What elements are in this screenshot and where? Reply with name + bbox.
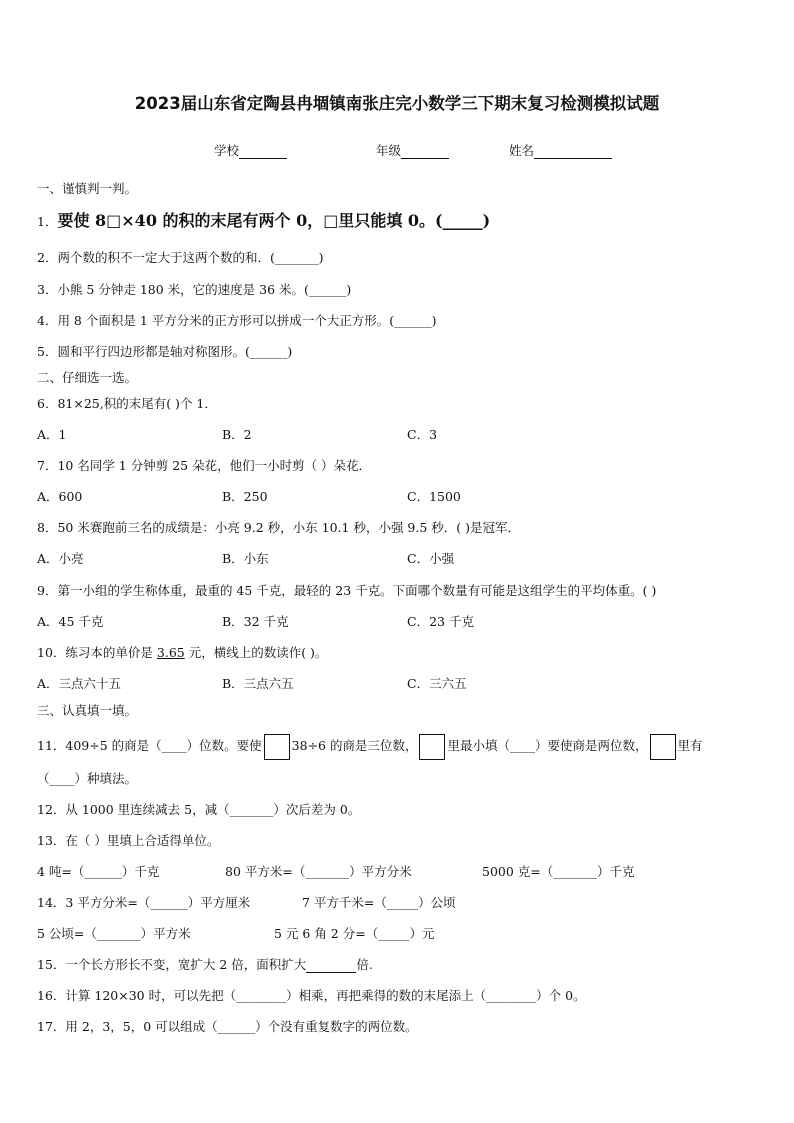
question-4: 4．用 8 个面积是 1 平方分米的正方形可以拼成一个大正方形。(______): [37, 313, 437, 328]
option-b: B．2: [222, 427, 252, 442]
question-13-part-a: 4 吨=（______）千克: [37, 864, 160, 879]
option-c: C．1500: [407, 489, 461, 504]
question-10: 10．练习本的单价是 3.65 元，横线上的数读作( )。: [37, 645, 328, 660]
grade-field: 年级: [376, 141, 449, 159]
option-b: B．250: [222, 489, 268, 504]
option-c: C．三六五: [407, 676, 467, 691]
question-1: 1．要使 8□×40 的积的末尾有两个 0，□里只能填 0。(_____): [37, 211, 491, 230]
question-3: 3．小熊 5 分钟走 180 米，它的速度是 36 米。(______): [37, 282, 352, 297]
answer-box[interactable]: [419, 734, 445, 760]
question-13-part-b: 80 平方米=（_______）平方分米: [225, 864, 412, 879]
question-13-part-c: 5000 克=（_______）千克: [482, 864, 635, 879]
option-a: A．600: [37, 489, 83, 504]
question-14-part-c: 5 公顷=（_______）平方米: [37, 926, 191, 941]
name-field: 姓名: [509, 141, 612, 159]
question-11: 11．409÷5 的商是（____）位数。要使 38÷6 的商是三位数， 里最小填（____）要使商是两位数， 里有: [37, 733, 703, 760]
question-9: 9．第一小组的学生称体重，最重的 45 千克，最轻的 23 千克。下面哪个数量有可能是这组学生的平均体重。( ): [37, 583, 657, 598]
question-14-part-a: 14．3 平方分米=（______）平方厘米: [37, 895, 251, 910]
option-b: B．小东: [222, 551, 269, 566]
answer-box[interactable]: [650, 734, 676, 760]
question-5: 5．圆和平行四边形都是轴对称图形。(______): [37, 344, 293, 359]
option-a: A．三点六十五: [37, 676, 122, 691]
question-15: 15．一个长方形长不变，宽扩大 2 倍，面积扩大 倍.: [37, 957, 373, 972]
question-13: 13．在（ ）里填上合适得单位。: [37, 833, 220, 848]
option-a: A．45 千克: [37, 614, 104, 629]
question-14-part-d: 5 元 6 角 2 分=（_____）元: [274, 926, 435, 941]
question-2: 2．两个数的积不一定大于这两个数的和．(_______): [37, 250, 324, 265]
question-8: 8．50 米赛跑前三名的成绩是：小亮 9.2 秒，小东 10.1 秒，小强 9.5 秒．( )是冠军．: [37, 520, 520, 535]
page-title: 2023届山东省定陶县冉堌镇南张庄完小数学三下期末复习检测模拟试题: [134, 94, 660, 113]
section-heading-3: 三、认真填一填。: [37, 703, 138, 718]
question-12: 12．从 1000 里连续减去 5，减（_______）次后差为 0。: [37, 802, 361, 817]
question-6: 6．81×25,积的末尾有( )个 1．: [37, 396, 217, 411]
section-heading-1: 一、谨慎判一判。: [37, 181, 138, 196]
option-a: A．小亮: [37, 551, 84, 566]
option-c: C．小强: [407, 551, 455, 566]
section-heading-2: 二、仔细选一选。: [37, 370, 138, 385]
question-11-line-2: （____）种填法。: [37, 771, 138, 786]
option-c: C．3: [407, 427, 438, 442]
option-a: A．1: [37, 427, 67, 442]
option-b: B．三点六五: [222, 676, 294, 691]
option-b: B．32 千克: [222, 614, 289, 629]
question-14-part-b: 7 平方千米=（_____）公顷: [302, 895, 456, 910]
school-field: 学校: [214, 141, 287, 159]
question-17: 17．用 2，3，5，0 可以组成（______）个没有重复数字的两位数。: [37, 1019, 418, 1034]
answer-box[interactable]: [264, 734, 290, 760]
question-16: 16．计算 120×30 时，可以先把（________）相乘，再把乘得的数的末尾添上（________）个 0。: [37, 988, 586, 1003]
option-c: C．23 千克: [407, 614, 474, 629]
question-7: 7．10 名同学 1 分钟剪 25 朵花，他们一小时剪（ ）朵花．: [37, 458, 372, 473]
